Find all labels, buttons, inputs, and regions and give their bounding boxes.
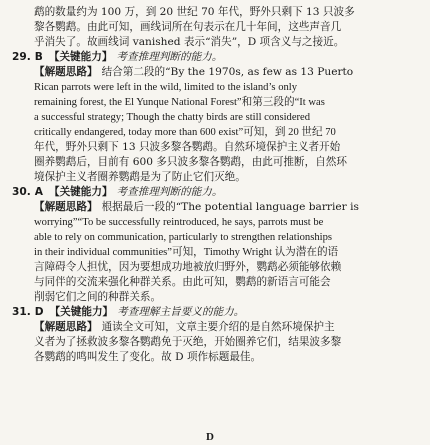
explanation-line: worrying”“To be successfully reintroduced, he says, parrots must be [34,217,324,228]
text-line: 黎各鹦鹉。由此可知，画线词所在句表示在几十年间，这些声音几 [34,21,342,33]
explanation-text: 通读全文可知，文章主要介绍的是自然环境保护主 [101,321,335,333]
explanation-line: 与同伴的交流来强化种群关系。由此可知，鹦鹉的新语言可能会 [34,276,331,288]
question-number: 30. [12,186,31,198]
explanation-line: critically endangered, today more than 600 exist”可知，到 20 世纪 70 [34,127,336,138]
explanation-line: 境保护主义者圈养鹦鹉是为了防止它们灭绝。 [34,171,246,183]
answer-letter: D [34,306,44,318]
explanation-line: 各鹦鹉的鸣叫发生了变化。故 D 项作标题最佳。 [34,351,262,363]
skill-description: 考查推理判断的能力。 [116,186,223,198]
explanation-line [12,320,420,335]
question-31-block [12,305,420,365]
explanation-line: remaining forest, the El Yunque National Forest”和第三段的“It was [34,97,325,108]
question-number: 29. [12,51,31,63]
answer-letter: A [34,186,43,198]
ability-tag: 【关键能力】 [48,186,113,198]
question-30-block [12,185,420,305]
ability-tag: 【关键能力】 [48,51,113,63]
explanation-line: in their individual communities”可知，Timothy Wright 认为潜在的语 [34,247,339,258]
ability-tag: 【关键能力】 [49,306,114,318]
explanation-text: 根据最后一段的“The potential language barrier is [101,201,359,213]
question-31-header [12,305,420,320]
explanation-line: 言障碍令人担忧，因为要想成功地被放归野外，鹦鹉必须能够依赖 [34,261,342,273]
cut-off-text-fragment: D [206,431,214,443]
explanation-line [12,65,420,80]
explanation-line: 义者为了拯救波多黎各鹦鹉免于灭绝，开始圈养它们，结果波多黎 [34,336,342,348]
question-29-block [12,50,420,185]
skill-description: 考查理解主旨要义的能力。 [117,306,245,318]
idea-label: 【解题思路】 [34,201,98,213]
answer-letter: B [34,51,43,63]
explanation-line: 削弱它们之间的种群关系。 [34,291,162,303]
skill-description: 考查推理判断的能力。 [116,51,223,63]
idea-label: 【解题思路】 [34,66,98,78]
explanation-line: able to rely on communication, particularly to strengthen relationships [34,232,333,243]
intro-paragraph [12,5,420,50]
text-line: 鹉的数量约为 100 万，到 20 世纪 70 年代，野外只剩下 13 只波多 [34,6,355,18]
question-29-header [12,50,420,65]
question-number: 31. [12,306,31,318]
question-30-header [12,185,420,200]
explanation-line: a successful strategy; Though the chatty birds are still considered [34,112,311,123]
explanation-text: 结合第二段的“By the 1970s, as few as 13 Puerto [101,66,354,78]
explanation-line: Rican parrots were left in the wild, limited to the island’s only [34,82,298,93]
idea-label: 【解题思路】 [34,321,98,333]
explanation-line: 年代，野外只剩下 13 只波多黎各鹦鹉。自然环境保护主义者开始 [34,141,341,153]
explanation-line: 圈养鹦鹉后，目前有 600 多只波多黎各鹦鹉，由此可推断，自然环 [34,156,347,168]
text-line: 乎消失了。故画线词 vanished 表示“消失”，D 项含义与之接近。 [34,36,345,48]
explanation-line [12,200,420,215]
